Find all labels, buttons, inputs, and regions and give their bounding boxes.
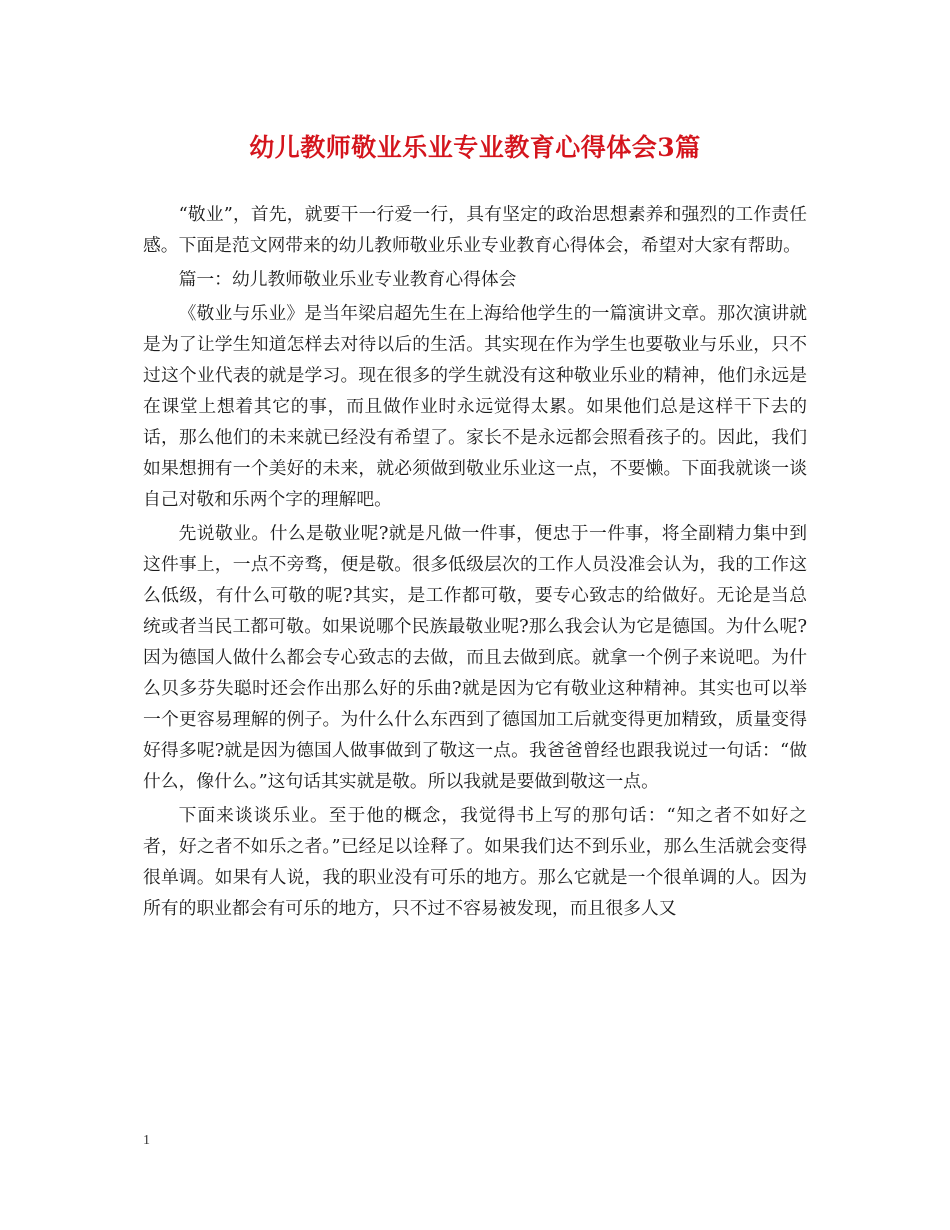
intro-paragraph: “敬业”，首先，就要干一行爱一行，具有坚定的政治思想素养和强烈的工作责任感。下面是范文网带来的幼儿教师敬业乐业专业教育心得体会，希望对大家有帮助。	[143, 204, 807, 256]
body-paragraph: 先说敬业。什么是敬业呢?就是凡做一件事，便忠于一件事，将全副精力集中到这件事上，一点不旁骛，便是敬。很多低级层次的工作人员没准会认为，我的工作这么低级，有什么可敬的呢?其实，是工作都可敬，要专心致志的给做好。无论是当总统或者当民工都可敬。如果说哪个民族最敬业呢?那么我会认为它是德国。为什么呢?因为德国人做什么都会专心致志的去做，而且去做到底。就拿一个例子来说吧。为什么贝多芬失聪时还会作出那么好的乐曲?就是因为它有敬业这种精神。其实也可以举一个更容易理解的例子。为什么什么东西到了德国加工后就变得更加精致，质量变得好得多呢?就是因为德国人做事做到了敬这一点。我爸爸曾经也跟我说过一句话：“做什么，像什么。”这句话其实就是敬。所以我就是要做到敬这一点。	[143, 523, 807, 792]
body-paragraph: 下面来谈谈乐业。至于他的概念，我觉得书上写的那句话：“知之者不如好之者，好之者不如乐之者。”已经足以诠释了。如果我们达不到乐业，那么生活就会变得很单调。如果有人说，我的职业没有可乐的地方。那么它就是一个很单调的人。因为所有的职业都会有可乐的地方，只不过不容易被发现，而且很多人又	[143, 805, 807, 919]
page-number: 1	[143, 1133, 150, 1148]
document-body	[143, 199, 807, 927]
section-heading: 篇一：幼儿教师敬业乐业专业教育心得体会	[178, 269, 517, 290]
page-title: 幼儿教师敬业乐业专业教育心得体会3篇	[249, 133, 701, 162]
body-paragraph: 《敬业与乐业》是当年梁启超先生在上海给他学生的一篇演讲文章。那次演讲就是为了让学生知道怎样去对待以后的生活。其实现在作为学生也要敬业与乐业，只不过这个业代表的就是学习。现在很多的学生就没有这种敬业乐业的精神，他们永远是在课堂上想着其它的事，而且做作业时永远觉得太累。如果他们总是这样干下去的话，那么他们的未来就已经没有希望了。家长不是永远都会照看孩子的。因此，我们如果想拥有一个美好的未来，就必须做到敬业乐业这一点，不要懒。下面我就谈一谈自己对敬和乐两个字的理解吧。	[143, 303, 807, 510]
